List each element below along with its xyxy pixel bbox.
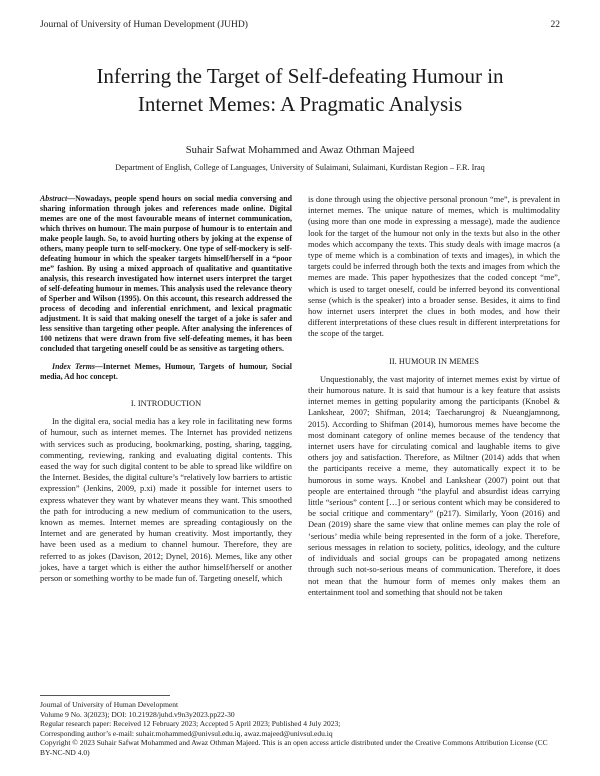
index-terms [40, 362, 292, 382]
left-column [40, 194, 292, 584]
abstract-label: Abstract [40, 194, 68, 203]
section-heading-introduction: I. INTRODUCTION [130, 399, 202, 408]
abstract-text: —Nowadays, people spend hours on social media conversing and sharing information through jokes and references made online. Digital memes are one of the most favourable means of internet communication, which thrives on humour. The main purpose of humour is to entertain and make people laugh. So, to avoid hurting others by joking at the expense of others, many people turn to self-mockery. One type of self-mockery is self-defeating humour in which the speaker targets himself/herself in a “poor me” fashion. By using a mixed approach of qualitative and quantitative analysis, this research investigated how internet users interpret the target of self-defeating humour in memes. This analysis used the relevance theory of Sperber and Wilson (1995). On this account, this research addressed the process of decoding and inferential enrichment, and lexical pragmatic adjustment. It is said that making oneself the target of a joke is safer and less sensitive than targeting other people. After analysing the inferences of 100 netizens that were drawn from five self-defeating memes, it has been concluded that targeting oneself could be as sensitive as targeting others. [40, 194, 292, 353]
footer-rule [40, 695, 170, 696]
page-number: 22 [550, 20, 560, 30]
intro-paragraph-continued: is done through using the objective personal pronoun “me”, is prevalent in internet memes. The unique nature of memes, which is multimodality (using more than one mode in expressing a message), made the audience look for the target of the humour not only in the texts but also in the other modes which accompany the texts. This study deals with image macros (a type of meme which is a combination of texts and images), in which the targets could be inferred through both the texts and images from which the memes are made. This paper hypothesizes that the coded concept “me”, which is used to target oneself, could be inferred beyond its conventional sense (which is the speaker) into a broader sense. Besides, it aims to find how internet users interpret the clues in both modes, and how their different interpretations of these clues result in different interpretations for the scope of the target. [308, 195, 560, 339]
running-head [40, 20, 560, 34]
title-line-1: Inferring the Target of Self-defeating Humour in [96, 64, 504, 88]
footer-dates: Regular research paper: Received 12 February 2023; Accepted 5 April 2023; Published 4 July 2023; [40, 719, 341, 728]
section-heading-humour: II. HUMOUR IN MEMES [389, 356, 479, 366]
intro-paragraph: In the digital era, social media has a key role in facilitating new forms of humour, such as internet memes. The Internet has provided netizens with services such as producing, bookmarking, posting, sharing, tagging, commenting, reviewing, ranking and evaluating digital contents. This eased the way for such digital content to be able to spread like wildfire on the Internet. Besides, the digital culture’s “relatively low barriers to artistic expression” (Jenkins, 2009, p.xi) made it possible for internet users to express whatever they want by whatever means they want. This smoothed the path for introducing a new medium of communication to the users, known as memes. Internet memes are spreading contagiously on the Internet and are generated by human creativity. Most importantly, they have been used as a medium to channel humour. Therefore, they are referred to as jokes (Davison, 2012; Dynel, 2016). Memes, like any other jokes, have a target which is either the author himself/herself or another person or something worthy to be made fun of. Targeting oneself, which [40, 417, 292, 584]
index-terms-text: —Internet Memes, Humour, Targets of humour, Social media, Ad hoc concept. [40, 362, 292, 381]
paper-title [40, 62, 560, 118]
index-terms-label: Index Terms [52, 362, 95, 371]
journal-name: Journal of University of Human Development (JUHD) [40, 20, 248, 30]
affiliation: Department of English, College of Languages, University of Sulaimani, Sulaimani, Kurdistan Region – F.R. Iraq [115, 163, 485, 172]
abstract [40, 194, 292, 354]
footer-email: Corresponding author’s e-mail: suhair.mohammed@univsul.edu.iq, awaz.majeed@univsul.edu.iq [40, 728, 333, 738]
title-line-2: Internet Memes: A Pragmatic Analysis [137, 92, 463, 116]
footer [40, 695, 560, 757]
humour-paragraph: Unquestionably, the vast majority of internet memes exist by virtue of their humorous nature. It is said that humour is a key feature that assists internet memes in getting popularity among the participants (Knobel & Lankshear, 2007; Shifman, 2014; Taecharungroj & Nueangjamnong, 2015). According to Shifman (2014), humorous memes have become the most dominant category of online memes because of the tendency that internet users have for circulating comical and laughable items to give others joy and satisfaction. Therefore, as Miltner (2014) adds that when the participants receive a meme, they automatically expect it to be humorous in some ways. Knobel and Lankshear (2007) point out that people are entertained through “the playful and absurdist ideas carrying little “serious” content […] or serious content which may be considered to be social critique and commentary” (p217). Similarly, Yoon (2016) and Dean (2019) share the same view that online memes can play the role of ‘serious’ media while being represented in the form of a joke. Therefore, serious messages in relation to society, politics, ideology, and the culture of individuals and social groups can be propagated among netizens through such not-so-serious means of communication. Therefore, it does not mean that the humour form of memes only makes them an entertainment tool and something that should not be taken [308, 374, 560, 597]
right-column [308, 194, 560, 598]
footer-volume: Volume 9 No. 3(2023); DOI: 10.21928/juhd.v9n3y2023.pp22-30 [40, 709, 235, 719]
footer-journal: Journal of University of Human Development [40, 700, 179, 709]
footer-copyright: Copyright © 2023 Suhair Safwat Mohammed and Awaz Othman Majeed. This is an open access article distributed under the Creative Commons Attribution License (CC BY-NC-ND 4.0) [40, 738, 548, 757]
authors: Suhair Safwat Mohammed and Awaz Othman Majeed [185, 145, 415, 156]
